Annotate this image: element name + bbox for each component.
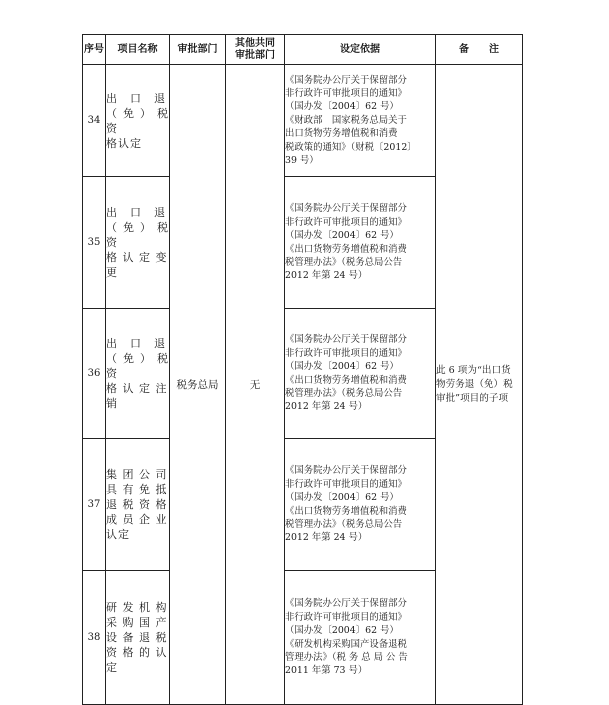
remark-cell: [436, 65, 523, 705]
legal-basis-line: 税政策的通知》（财税〔2012〕: [285, 141, 417, 153]
item-name-line: 更: [106, 266, 118, 279]
item-name-line: 出 口 退: [106, 91, 166, 105]
item-name-line: 格 认 定 变: [106, 251, 168, 264]
row-legal-basis: [285, 309, 436, 439]
item-name-line: 研 发 机 构: [106, 601, 168, 614]
header-other-line1: 其他共同: [235, 37, 275, 49]
row-legal-basis: [285, 439, 436, 571]
header-other-dept: [226, 35, 285, 65]
remark-line: 此 6 项为“出口货: [436, 364, 511, 376]
header-dept: 审批部门: [170, 35, 226, 65]
row-seq: 34: [83, 65, 106, 177]
legal-basis-line: 《国务院办公厅关于保留部分: [285, 465, 407, 477]
legal-basis-line: （国办发〔2004〕62 号）: [285, 625, 399, 637]
item-name-line: （免）税 资: [106, 221, 169, 249]
table-header-row: [83, 35, 523, 65]
legal-basis-line: 《国务院办公厅关于保留部分: [285, 74, 407, 86]
other-dept-cell: 无: [226, 65, 285, 705]
legal-basis-line: 2011 年第 73 号）: [285, 665, 368, 677]
legal-basis-line: 《出口货物劳务增值税和消费: [285, 374, 407, 386]
approval-dept-cell: 税务总局: [170, 65, 226, 705]
row-seq: 35: [83, 177, 106, 309]
remark-line: 审批”项目的子项: [436, 392, 509, 404]
legal-basis-line: （国办发〔2004〕62 号）: [285, 230, 399, 242]
legal-basis-line: 《出口货物劳务增值税和消费: [285, 505, 407, 517]
legal-basis-line: 39 号）: [285, 155, 319, 167]
legal-basis-line: 非行政许可审批项目的通知》: [285, 611, 407, 623]
legal-basis-line: （国办发〔2004〕62 号）: [285, 492, 399, 504]
legal-basis-line: 税管理办法》（税务总局公告: [285, 518, 403, 530]
row-item-name: [106, 571, 170, 705]
legal-basis-line: 2012 年第 24 号）: [285, 532, 368, 544]
legal-basis-line: 《国务院办公厅关于保留部分: [285, 598, 407, 610]
legal-basis-line: 《研发机构采购国产设备退税: [285, 638, 407, 650]
row-item-name: [106, 177, 170, 309]
legal-basis-line: 《财政部 国家税务总局关于: [285, 114, 407, 126]
row-seq: 38: [83, 571, 106, 705]
legal-basis-line: 出口货物劳务增值税和消费: [285, 128, 398, 140]
header-remark: 备 注: [436, 35, 523, 65]
row-seq: 36: [83, 309, 106, 439]
legal-basis-line: 2012 年第 24 号）: [285, 270, 368, 282]
item-name-line: 定: [106, 661, 118, 674]
legal-basis-line: 《国务院办公厅关于保留部分: [285, 334, 407, 346]
legal-basis-line: 非行政许可审批项目的通知》: [285, 347, 407, 359]
legal-basis-line: （国办发〔2004〕62 号）: [285, 361, 399, 373]
legal-basis-line: （国办发〔2004〕62 号）: [285, 101, 399, 113]
item-name-line: 退 税 资 格: [106, 498, 168, 511]
row-legal-basis: [285, 177, 436, 309]
header-basis: 设定依据: [285, 35, 436, 65]
item-name-line: 出 口 退: [106, 206, 166, 219]
legal-basis-line: 税管理办法》（税务总局公告: [285, 387, 403, 399]
item-name-line: 资 格 的 认: [106, 646, 168, 659]
item-name-line: 采 购 国 产: [106, 616, 168, 629]
item-name-line: 格认定: [106, 136, 142, 150]
legal-basis-line: 2012 年第 24 号）: [285, 401, 368, 413]
legal-basis-line: 非行政许可审批项目的通知》: [285, 87, 407, 99]
legal-basis-line: 非行政许可审批项目的通知》: [285, 216, 407, 228]
item-name-line: 成 员 企 业: [106, 513, 168, 526]
row-item-name: [106, 439, 170, 571]
legal-basis-line: 税管理办法》（税务总局公告: [285, 256, 403, 268]
item-name-line: 集 团 公 司: [106, 468, 168, 481]
item-name-line: 销: [106, 397, 118, 410]
item-name-line: 出 口 退: [106, 337, 166, 350]
legal-basis-line: 《国务院办公厅关于保留部分: [285, 203, 407, 215]
table-row: [83, 65, 523, 177]
row-item-name: [106, 65, 170, 177]
header-name: 项目名称: [106, 35, 170, 65]
item-name-line: 设 备 退 税: [106, 631, 168, 644]
approval-items-table: [82, 34, 523, 705]
legal-basis-line: 《出口货物劳务增值税和消费: [285, 243, 407, 255]
header-other-line2: 审批部门: [235, 49, 275, 61]
row-legal-basis: [285, 65, 436, 177]
item-name-line: （免）税 资: [106, 352, 169, 380]
item-name-line: （免）税 资: [106, 106, 169, 135]
item-name-line: 认定: [106, 528, 130, 541]
row-item-name: [106, 309, 170, 439]
row-legal-basis: [285, 571, 436, 705]
header-seq: 序号: [83, 35, 106, 65]
row-seq: 37: [83, 439, 106, 571]
item-name-line: 格 认 定 注: [106, 382, 168, 395]
remark-line: 物劳务退（免）税: [436, 378, 513, 390]
item-name-line: 具 有 免 抵: [106, 483, 168, 496]
legal-basis-line: 非行政许可审批项目的通知》: [285, 478, 407, 490]
legal-basis-line: 管理办法》（税 务 总 局 公 告: [285, 651, 408, 663]
